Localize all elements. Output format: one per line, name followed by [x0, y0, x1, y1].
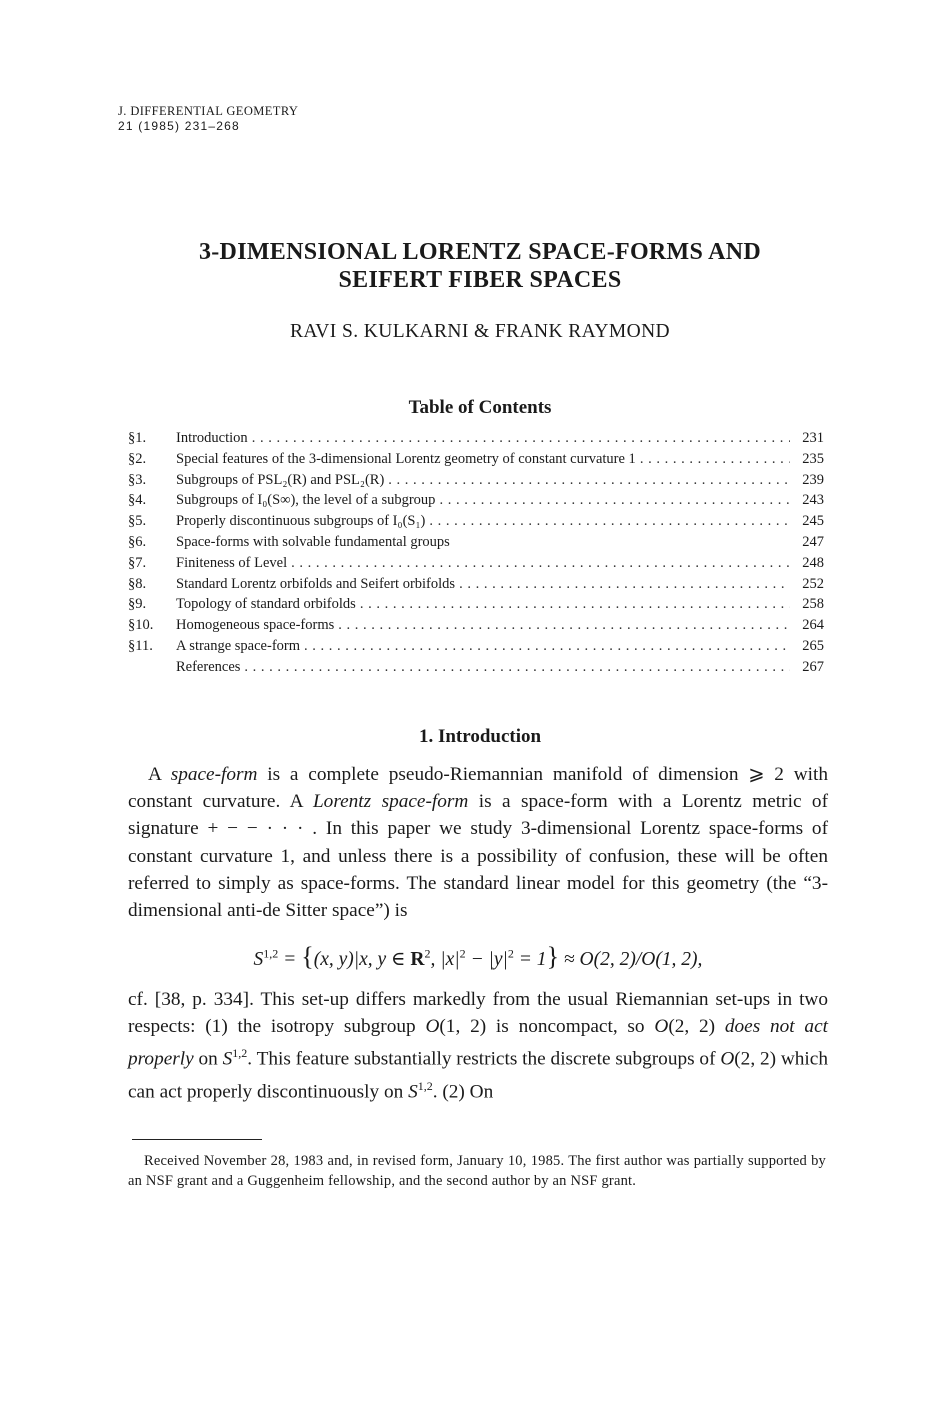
paper-title — [120, 238, 840, 294]
toc-leader-dots — [439, 492, 790, 509]
toc-entry-number: §6. — [128, 533, 147, 550]
toc-entry-number: §4. — [128, 492, 147, 509]
toc-entry-title: References — [176, 658, 241, 675]
toc-entry-page: 231 — [802, 430, 824, 446]
toc-entry — [128, 555, 824, 576]
paragraph-1: A space-form is a complete pseudo-Riemannian manifold of dimension ⩾ 2 with constant curvature. A Lorentz space-form is a space-form with a Lorentz metric of signature + − − · · · . In this paper we study 3-dimensional Lorentz space-forms of constant curvature 1, and unless there is a possibility of confusion, these will be often referred to simply as space-forms. The standard linear model for this geometry (the “3-dimensional anti-de Sitter space”) is — [128, 764, 828, 922]
toc-entry-number: §9. — [128, 596, 147, 613]
toc-entry-title: Introduction — [176, 430, 248, 446]
toc-entry-page: 239 — [802, 471, 824, 488]
toc-entry-title: Finiteness of Level — [176, 554, 288, 571]
toc-entry-number: §3. — [128, 471, 147, 488]
toc-entry — [128, 534, 824, 555]
toc-entry-number: §11. — [128, 637, 153, 654]
toc-entry-number: §5. — [128, 513, 147, 530]
toc-entry — [128, 638, 824, 659]
toc-entry-page: 265 — [802, 637, 824, 654]
toc-entry-number: §10. — [128, 617, 154, 634]
title-line-2: SEIFERT FIBER SPACES — [338, 267, 622, 293]
toc-leader-dots — [291, 555, 790, 572]
toc-leader-dots — [388, 472, 790, 489]
toc-entry-number: §7. — [128, 554, 147, 571]
toc-leader-dots — [459, 576, 790, 593]
footnote: Received November 28, 1983 and, in revised form, January 10, 1985. The first author was partially supported by an NSF grant and a Guggenheim fellowship, and the second author by an NSF grant. — [128, 1153, 826, 1189]
toc-entry-page: 264 — [802, 617, 824, 634]
toc-entry — [128, 617, 824, 638]
formula: S$^{1,2}$ = {(x, y)|x, y ∈ $R^2$, $|x|^2 - |y|^2 = 1\} \approx O(2$, 2)/O(1, 2), — [253, 942, 703, 971]
toc-leader-dots — [338, 617, 790, 634]
toc-entry-number: §8. — [128, 575, 147, 592]
toc-entry — [128, 596, 824, 617]
toc-entry — [128, 430, 824, 451]
toc-entry — [128, 472, 824, 493]
toc-entry — [128, 659, 824, 680]
journal-volume: 21 (1985) 231–268 — [118, 119, 240, 133]
toc-leader-dots — [429, 513, 790, 530]
toc-entry-number: §2. — [128, 450, 147, 467]
toc-entry-title: Subgroups of I₀(S∞), the level of a subgroup — [176, 492, 436, 509]
toc-entry-page: 248 — [802, 554, 824, 571]
toc-entry-page: 243 — [802, 492, 824, 509]
table-of-contents — [128, 430, 824, 680]
toc-entry-title: Standard Lorentz orbifolds and Seifert orbifolds — [176, 575, 456, 592]
toc-heading: Table of Contents — [408, 397, 552, 418]
toc-entry-title: Homogeneous space-forms — [176, 617, 335, 634]
toc-entry-page: 252 — [802, 575, 824, 592]
journal-name: J. DIFFERENTIAL GEOMETRY — [118, 104, 299, 118]
toc-entry-title: Space-forms with solvable fundamental groups — [176, 533, 450, 550]
toc-entry-page: 235 — [802, 450, 824, 467]
toc-entry — [128, 492, 824, 513]
title-line-1: 3-DIMENSIONAL LORENTZ SPACE-FORMS AND — [198, 239, 762, 265]
toc-entry — [128, 513, 824, 534]
journal-header — [118, 104, 298, 134]
toc-entry-page: 258 — [802, 596, 824, 613]
toc-leader-dots — [252, 430, 790, 447]
toc-entry-title: Special features of the 3-dimensional Lorentz geometry of constant curvature 1 — [176, 450, 636, 467]
toc-entry-title: Properly discontinuous subgroups of I₀(S₁) — [176, 513, 426, 530]
toc-entry-page: 267 — [802, 658, 824, 675]
toc-entry — [128, 576, 824, 597]
toc-entry-page: 245 — [802, 513, 824, 530]
toc-entry-page: 247 — [802, 533, 824, 550]
authors: RAVI S. KULKARNI & FRANK RAYMOND — [289, 321, 671, 342]
toc-leader-dots — [244, 659, 790, 676]
toc-entry-title: Topology of standard orbifolds — [176, 596, 356, 613]
toc-entry-title: A strange space-form — [176, 637, 301, 654]
footnote-rule — [132, 1139, 262, 1140]
section-heading: 1. Introduction — [418, 726, 542, 747]
toc-entry — [128, 451, 824, 472]
toc-leader-dots — [360, 596, 790, 613]
toc-leader-dots — [640, 451, 790, 468]
paragraph-2: cf. [38, p. 334]. This set-up differs markedly from the usual Riemannian set-ups in two respects: (1) the isotropy subgroup O(1, 2) is noncompact, so O(2, 2) does not act properly on S$^{1,2}$. This feature substantially restricts the discrete subgroups of O(2, 2) which can act properly discontinuously on S$^{1,2}$. (2) On — [128, 989, 828, 1103]
toc-entry-number: §1. — [128, 430, 147, 446]
toc-leader-dots — [304, 638, 790, 655]
toc-entry-title: Subgroups of PSL₂(R) and PSL₂(R) — [176, 471, 385, 488]
